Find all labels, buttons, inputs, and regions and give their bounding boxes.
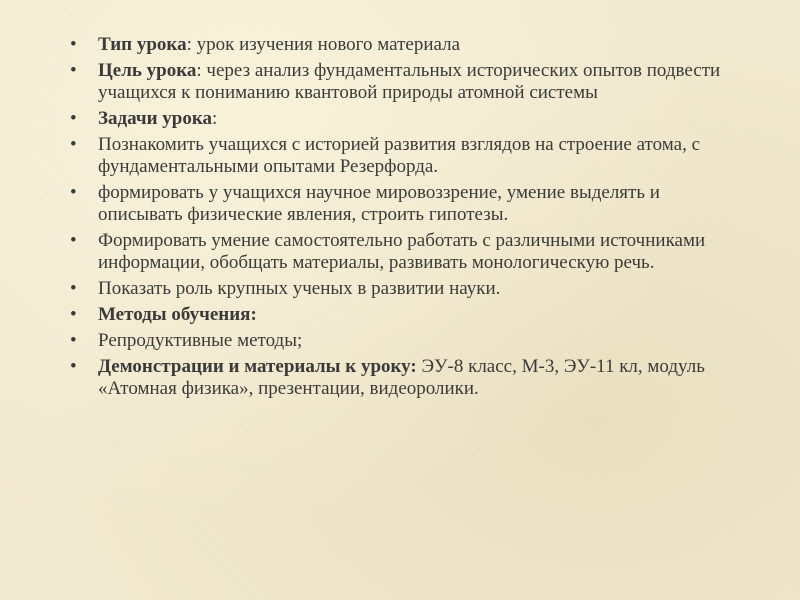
bullet-icon: •	[70, 34, 77, 55]
list-item-task-3	[68, 230, 748, 274]
list-item-lesson-goal	[68, 60, 748, 104]
item-label: Цель урока	[98, 60, 197, 81]
item-label: Задачи урока	[98, 108, 213, 129]
item-label: Тип урока	[98, 34, 187, 55]
list-item-task-2	[68, 182, 748, 226]
bullet-icon: •	[70, 60, 77, 81]
list-item-lesson-tasks	[68, 108, 748, 130]
bullet-icon: •	[70, 304, 77, 325]
item-text: Показать роль крупных ученых в развитии науки.	[98, 278, 501, 299]
bullet-icon: •	[70, 108, 77, 129]
list-item-methods-value	[68, 330, 748, 352]
list-item-lesson-type	[68, 34, 748, 56]
list-item-teaching-methods	[68, 304, 748, 326]
item-text: Познакомить учащихся с историей развития взглядов на строение атома, с фундаментальными опытами Резерфорда.	[98, 134, 701, 177]
item-text: : урок изучения нового материала	[186, 34, 461, 55]
bullet-icon: •	[70, 330, 77, 351]
lesson-info-list	[68, 34, 748, 404]
item-text: Репродуктивные методы;	[98, 330, 303, 351]
item-text: Формировать умение самостоятельно работать с различными источниками информации, обобщать материалы, развивать монологическую речь.	[98, 230, 706, 273]
bullet-icon: •	[70, 134, 77, 155]
item-text: ЭУ-8 класс, М-3, ЭУ-11 кл, модуль «Атомная физика», презентации, видеоролики.	[98, 356, 705, 399]
item-text: : через анализ фундаментальных исторических опытов подвести учащихся к пониманию квантовой природы атомной системы	[98, 60, 721, 103]
item-text: формировать у учащихся научное мировоззрение, умение выделять и описывать физические явления, строить гипотезы.	[98, 182, 660, 225]
bullet-icon: •	[70, 278, 77, 299]
list-item-demonstrations	[68, 356, 748, 400]
item-label: Методы обучения:	[98, 304, 257, 325]
bullet-icon: •	[70, 230, 77, 251]
bullet-icon: •	[70, 182, 77, 203]
list-item-task-1	[68, 134, 748, 178]
item-label: Демонстрации и материалы к уроку:	[98, 356, 417, 377]
bullet-icon: •	[70, 356, 77, 377]
list-item-task-4	[68, 278, 748, 300]
item-text: :	[212, 108, 218, 129]
